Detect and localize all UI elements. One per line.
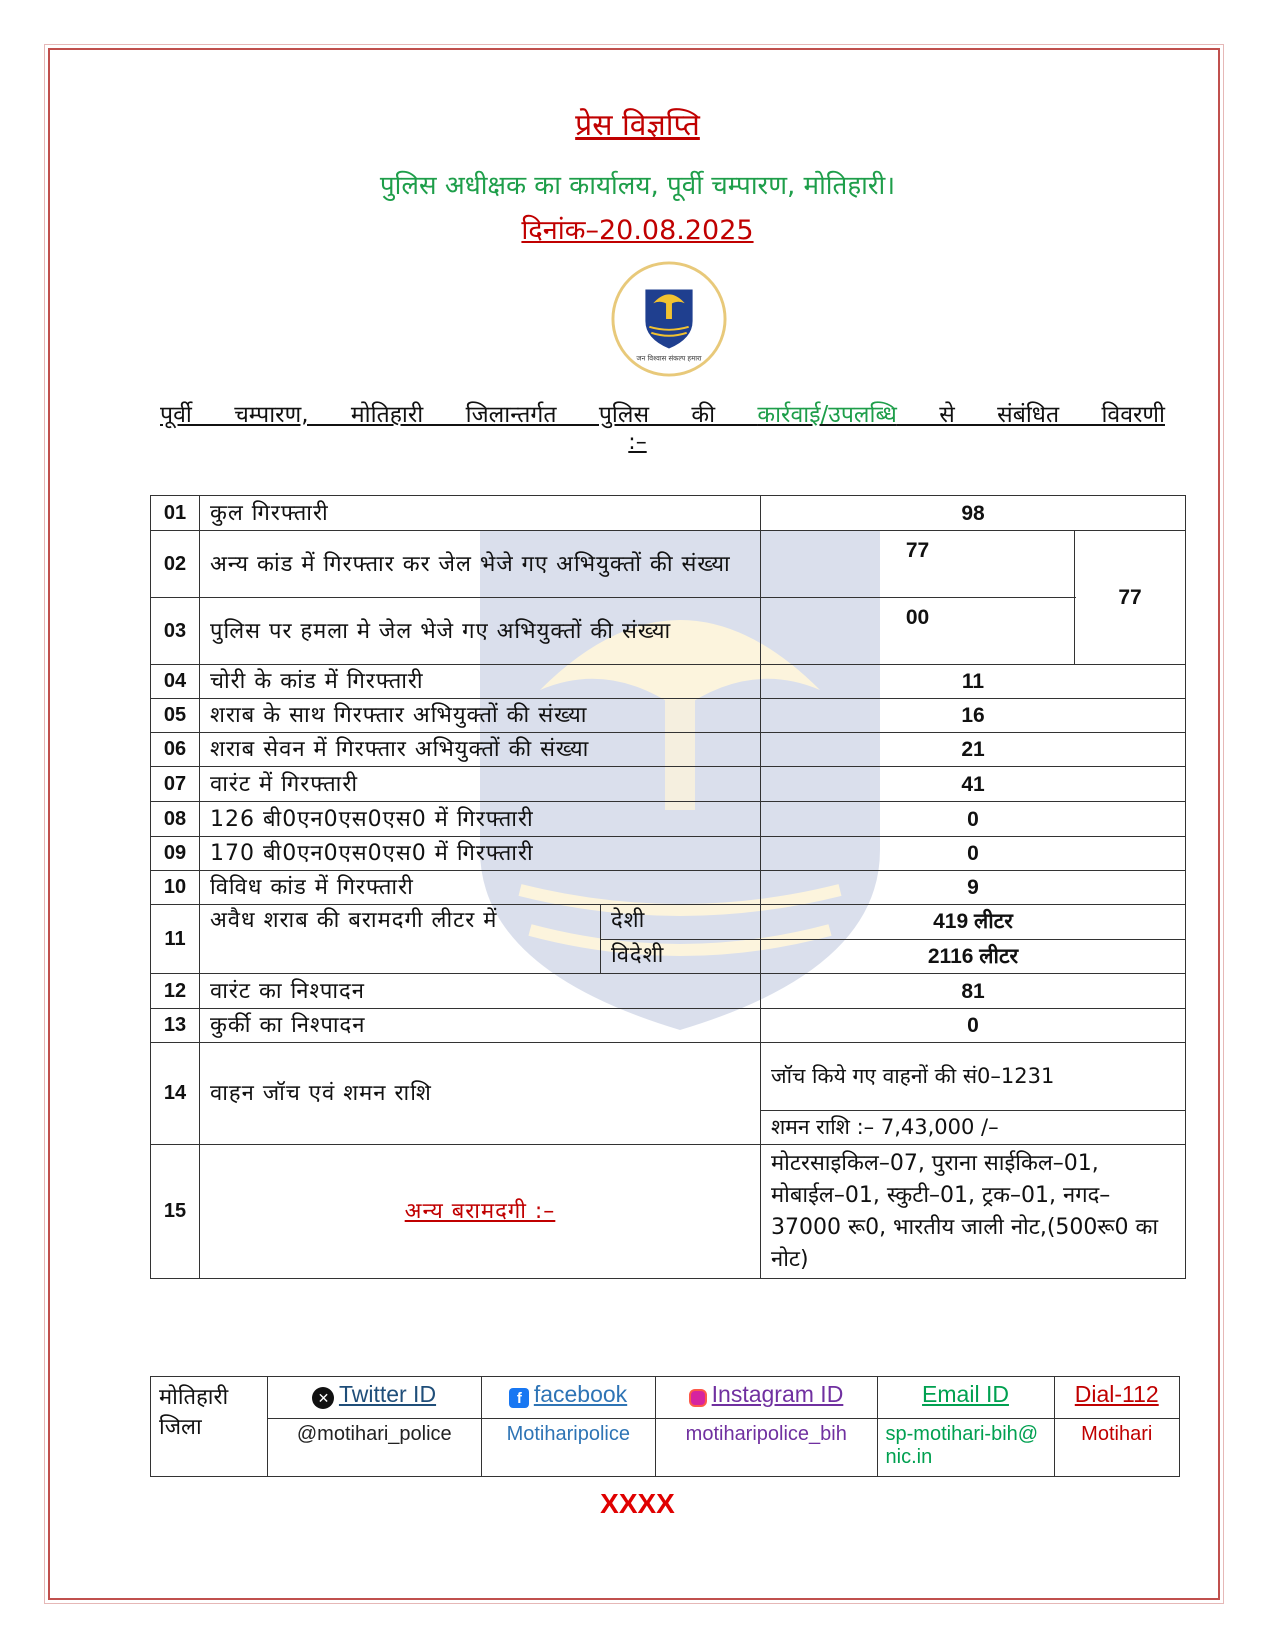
social-contacts-table [150,1376,1180,1477]
twitter-header[interactable]: ✕ Twitter ID [268,1377,482,1419]
arrest-subtotal: 77 [1075,531,1186,665]
table-row: 04 चोरी के कांड में गिरफ्तारी 11 [151,665,1186,699]
other-recovery-label: अन्य बरामदगी :– [200,1145,761,1279]
district-label: मोतिहारी जिला [151,1377,268,1477]
email-header[interactable]: Email ID [877,1377,1054,1419]
footer-mark: XXXX [600,1488,675,1519]
table-row: 13 कुर्की का निश्पादन 0 [151,1009,1186,1043]
table-row: 05 शराब के साथ गिरफ्तार अभियुक्तों की संख्या 16 [151,699,1186,733]
table-row: 01 कुल गिरफ्तारी 98 [151,496,1186,531]
bihar-police-logo [610,260,728,378]
table-row: 03 पुलिस पर हमला मे जेल भेजे गए अभियुक्तों की संख्या 00 [151,598,1186,665]
subject-line: पूर्वी चम्पारण, मोतिहारी जिलान्तर्गत पुलिस की कार्रवाई/उपलब्धि से संबंधित विवरणी [160,402,1165,428]
x-twitter-icon: ✕ [312,1387,334,1409]
table-row: 02 अन्य कांड में गिरफ्तार कर जेल भेजे गए अभियुक्तों की संख्या 77 77 [151,531,1186,598]
svg-text:जन विश्वास संकल्प हमारा: जन विश्वास संकल्प हमारा [636,354,702,363]
activity-table [150,495,1186,1279]
dial-header[interactable]: Dial-112 [1054,1377,1180,1419]
office-heading: पुलिस अधीक्षक का कार्यालय, पूर्वी चम्पारण, मोतिहारी। [379,171,896,201]
subject-highlight: कार्रवाई/उपलब्धि [757,402,897,428]
twitter-handle[interactable]: @motihari_police [268,1419,482,1477]
facebook-header[interactable]: f facebook [481,1377,655,1419]
table-row: 2116 लीटर [151,939,1186,974]
email-address[interactable]: sp-motihari-bih@nic.in [877,1419,1054,1477]
table-row: 15 अन्य बरामदगी :– मोटरसाइकिल–07, पुराना साईकिल–01, मोबाईल–01, स्कुटी–01, ट्रक–01, नगद–37000 रू0, भारतीय जाली नोट,(500रू0 का नोट) [151,1145,1186,1279]
table-row: शमन राशि :– 7,43,000 /– [151,1111,1186,1145]
instagram-header[interactable]: Instagram ID [656,1377,877,1419]
instagram-icon [689,1389,707,1407]
table-row: 06 शराब सेवन में गिरफ्तार अभियुक्तों की संख्या 21 [151,733,1186,767]
table-row: 10 विविध कांड में गिरफ्तारी 9 [151,871,1186,905]
table-row: 08 126 बी0एन0एस0एस0 में गिरफ्तारी 0 [151,802,1186,837]
table-row: 07 वारंट में गिरफ्तारी 41 [151,767,1186,802]
table-row: 14 वाहन जॉच एवं शमन राशि जॉच किये गए वाहनों की सं0–1231 [151,1043,1186,1111]
instagram-handle[interactable]: motiharipolice_bih [656,1419,877,1477]
subject-end: :– [628,430,647,455]
press-release-title: प्रेस विज्ञप्ति [575,108,700,143]
table-row: 12 वारंट का निश्पादन 81 [151,974,1186,1009]
release-date: दिनांक–20.08.2025 [521,215,754,246]
dial-location[interactable]: Motihari [1054,1419,1180,1477]
facebook-handle[interactable]: Motiharipolice [481,1419,655,1477]
facebook-icon: f [509,1388,529,1408]
table-row: 11 अवैध शराब की बरामदगी लीटर में देशी विदेशी 419 लीटर [151,905,1186,940]
table-row: 09 170 बी0एन0एस0एस0 में गिरफ्तारी 0 [151,837,1186,871]
